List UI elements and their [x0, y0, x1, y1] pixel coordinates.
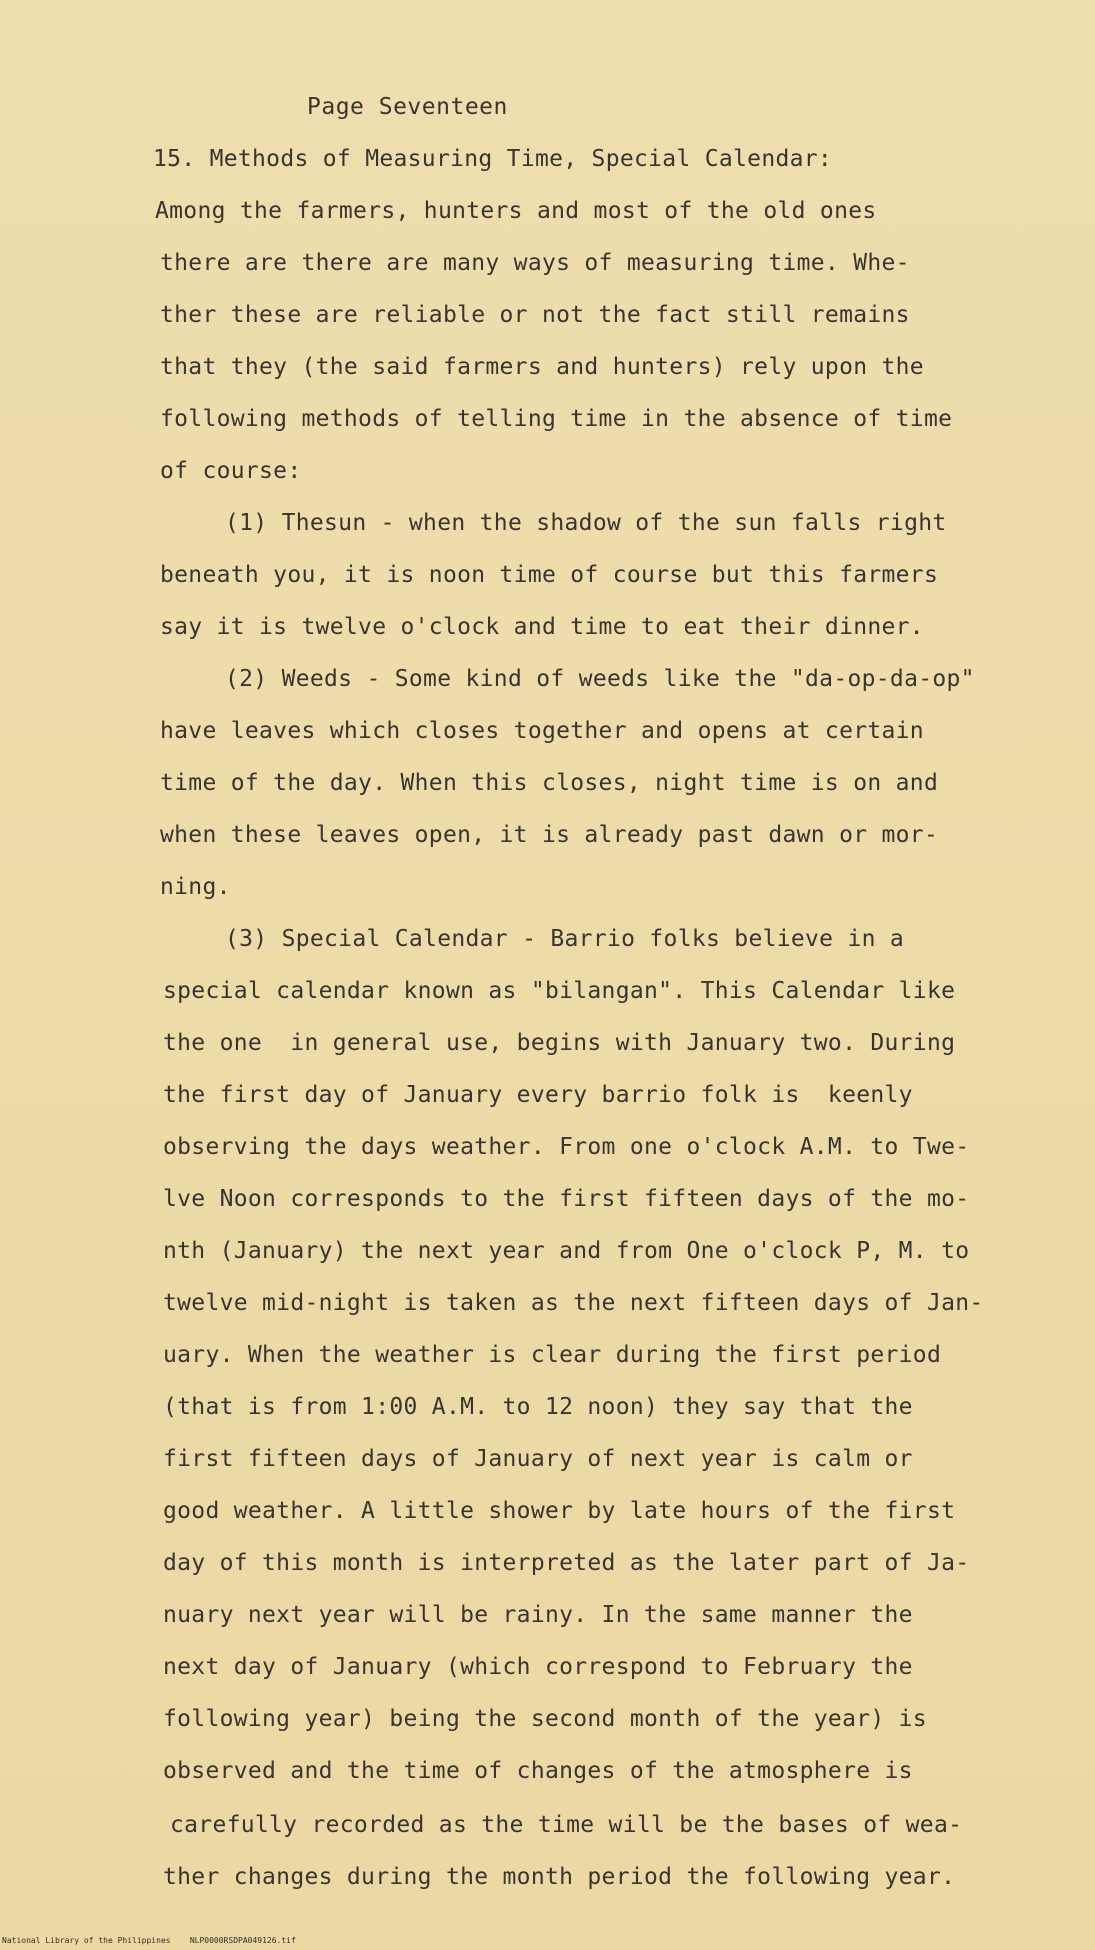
text-line: carefully recorded as the time will be the bases of wea-: [170, 1812, 963, 1838]
text-line: nuary next year will be rainy. In the same manner the: [163, 1602, 913, 1628]
text-line: (that is from 1:00 A.M. to 12 noon) they say that the: [163, 1394, 913, 1420]
text-line: that they (the said farmers and hunters) rely upon the: [160, 354, 924, 380]
text-line: day of this month is interpreted as the later part of Ja-: [163, 1550, 970, 1576]
text-line: Among the farmers, hunters and most of the old ones: [155, 198, 877, 224]
text-line: time of the day. When this closes, night time is on and: [160, 770, 939, 796]
text-line: special calendar known as "bilangan". This Calendar like: [163, 978, 956, 1004]
text-line: ning.: [160, 874, 231, 900]
text-line: of course:: [160, 458, 302, 484]
text-line: twelve mid-night is taken as the next fifteen days of Jan-: [163, 1290, 984, 1316]
text-line: following methods of telling time in the absence of time: [160, 406, 953, 432]
text-line: the one in general use, begins with January two. During: [163, 1030, 956, 1056]
text-line: there are there are many ways of measuring time. Whe-: [160, 250, 910, 276]
text-line: uary. When the weather is clear during the first period: [163, 1342, 942, 1368]
text-line: when these leaves open, it is already past dawn or mor-: [160, 822, 939, 848]
text-line: next day of January (which correspond to February the: [163, 1654, 913, 1680]
text-line: observed and the time of changes of the atmosphere is: [163, 1758, 913, 1784]
text-line: have leaves which closes together and opens at certain: [160, 718, 924, 744]
text-line: ther changes during the month period the following year.: [163, 1864, 956, 1890]
text-line: (2) Weeds - Some kind of weeds like the "da-op-da-op": [225, 666, 975, 692]
text-line: (3) Special Calendar - Barrio folks believe in a: [225, 926, 905, 952]
text-line: ther these are reliable or not the fact still remains: [160, 302, 910, 328]
page-heading: Page Seventeen: [307, 94, 508, 120]
text-line: observing the days weather. From one o'clock A.M. to Twe-: [163, 1134, 970, 1160]
section-title: 15. Methods of Measuring Time, Special Calendar:: [153, 146, 833, 172]
text-line: say it is twelve o'clock and time to eat their dinner.: [160, 614, 924, 640]
text-line: the first day of January every barrio folk is keenly: [163, 1082, 913, 1108]
archive-footer: National Library of the Philippines NLP0000RSDPA049126.tif: [2, 1936, 296, 1945]
text-line: following year) being the second month of the year) is: [163, 1706, 927, 1732]
text-line: (1) Thesun - when the shadow of the sun falls right: [225, 510, 947, 536]
text-line: good weather. A little shower by late hours of the first: [163, 1498, 956, 1524]
text-line: nth (January) the next year and from One o'clock P, M. to: [163, 1238, 970, 1264]
text-line: lve Noon corresponds to the first fifteen days of the mo-: [163, 1186, 970, 1212]
text-line: first fifteen days of January of next year is calm or: [163, 1446, 913, 1472]
text-line: beneath you, it is noon time of course but this farmers: [160, 562, 939, 588]
